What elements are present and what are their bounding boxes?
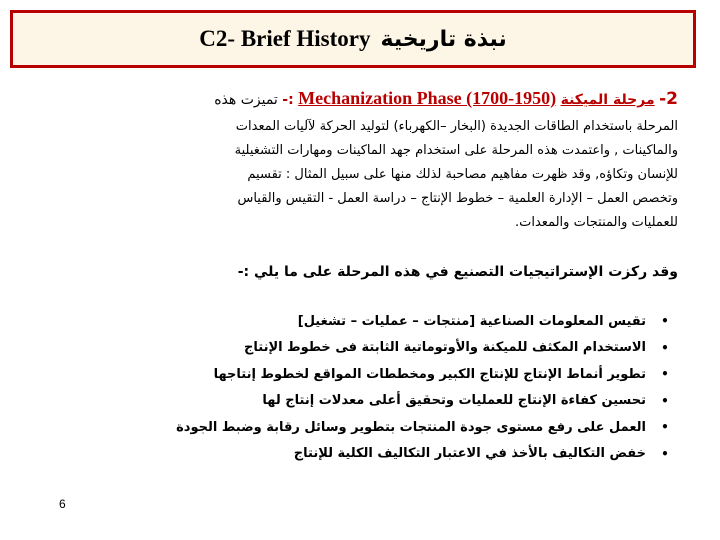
section-number: 2- — [659, 89, 678, 109]
slide-title-box — [10, 10, 696, 68]
phase-name-english: Mechanization Phase (1700-1950) — [298, 88, 557, 108]
section-intro: تميزت هذه — [214, 92, 278, 108]
list-item-text: العمل على رفع مستوى جودة المنتجات بتطوير وسائل رقابة وضبط الجودة — [176, 419, 646, 435]
bullet-icon: • — [661, 367, 669, 382]
strategy-focus-statement: وقد ركزت الإستراتيجيات التصنيع في هذه المرحلة على ما يلي :- — [237, 264, 678, 280]
list-item-text: الاستخدام المكثف للميكنة والأوتوماتية الثابتة فى خطوط الإنتاج — [244, 340, 646, 356]
list-item-text: تطوير أنماط الإنتاج للإنتاج الكبير ومخططات المواقع لخطوط إنتاجها — [213, 366, 646, 382]
phase-name-arabic: مرحلة الميكنة — [560, 92, 655, 108]
list-item-text: خفض التكاليف بالأخذ في الاعتبار التكاليف الكلية للإنتاج — [293, 446, 646, 462]
bullet-icon: • — [661, 340, 669, 355]
list-item — [30, 414, 678, 441]
paragraph-line: المرحلة باستخدام الطاقات الجديدة (البخار –الكهرباء) لتوليد الحركة لآليات المعدات — [235, 119, 678, 134]
title-arabic: نبذة تاريخية — [380, 26, 507, 52]
bullet-icon: • — [661, 446, 669, 461]
bullet-icon: • — [661, 314, 669, 329]
paragraph-line: وتخصص العمل – الإدارة العلمية – خطوط الإنتاج – دراسة العمل - التقيس والقياس — [237, 191, 678, 206]
list-item-text: تحسين كفاءة الإنتاج للعمليات وتحقيق أعلى معدلات إنتاج لها — [262, 393, 646, 409]
list-item — [30, 308, 678, 335]
list-item-text: تقيس المعلومات الصناعية [منتجات – عمليات – تشغيل] — [297, 313, 646, 329]
bullet-icon: • — [661, 420, 669, 435]
list-item — [30, 335, 678, 362]
heading-colon: :- — [282, 92, 294, 108]
bullet-icon: • — [661, 393, 669, 408]
paragraph-line: للإنسان وتكاؤه, وقد ظهرت مفاهيم مصاحبة لذلك منها على سبيل المثال : تقسيم — [247, 167, 678, 182]
description-paragraph — [30, 115, 678, 235]
page-number: 6 — [59, 497, 66, 511]
list-item — [30, 388, 678, 415]
paragraph-line: والماكينات , واعتمدت هذه المرحلة على استخدام جهد الماكينات ومهارات التشغيلية — [234, 143, 678, 158]
paragraph-line: للعمليات والمنتجات والمعدات. — [515, 215, 678, 230]
title-english: C2- Brief History — [199, 26, 371, 51]
list-item — [30, 441, 678, 468]
list-item — [30, 361, 678, 388]
strategy-bullet-list — [30, 308, 678, 467]
section-heading — [30, 88, 678, 109]
